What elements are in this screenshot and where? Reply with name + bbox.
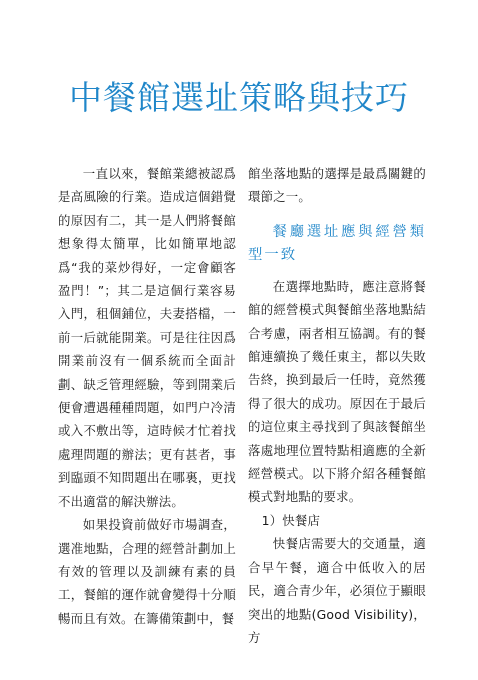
body-paragraph: 館坐落地點的選擇是最爲關鍵的環節之一。 [248,166,426,205]
body-paragraph: 快餐店需要大的交通量，適合早午餐，適合中低收入的居民，適合青少年，必須位于顯眼突出的地點(Good Visibility)，方 [248,536,426,645]
right-column [248,162,426,649]
list-item-heading: 1）快餐店 [261,512,321,528]
section-heading: 餐廳選址應與經營類型一致 [248,223,426,263]
left-column [58,162,236,630]
body-paragraph: 如果投資前做好市場調查，選准地點，合理的經營計劃加上有效的管理以及訓練有素的員工，餐館的運作就會變得十分順暢而且有效。在籌備策劃中，餐 [58,517,236,626]
body-paragraph: 在選擇地點時，應注意將餐館的經營模式與餐館坐落地點結合考慮，兩者相互協調。有的餐館連續换了幾任東主，都以失敗告終，换到最后一任時，竟然獲得了很大的成功。原因在于最后的這位東主尋找到了與該餐館坐落處地理位置特點相適應的全新經營模式。以下將介紹各種餐館模式對地點的要求。 [248,278,426,505]
page-title: 中餐館選址策略與技巧 [69,78,409,117]
body-paragraph: 一直以來，餐館業總被認爲是高風險的行業。造成這個錯覺的原因有二，其一是人們將餐館想象得太簡單，比如簡單地認爲“我的菜炒得好，一定會顧客盈門！”；其二是這個行業容易入門，租個鋪位，夫妻搭檔，一前一后就能開業。可是往往因爲開業前沒有一個系統而全面計劃、缺乏管理經驗，等到開業后便會遭遇種種問題，如門户冷清或入不敷出等，這時候才忙着找處理問題的辦法；更有甚者，事到臨頭不知問題出在哪裏，更找不出適當的解決辦法。 [58,166,236,509]
